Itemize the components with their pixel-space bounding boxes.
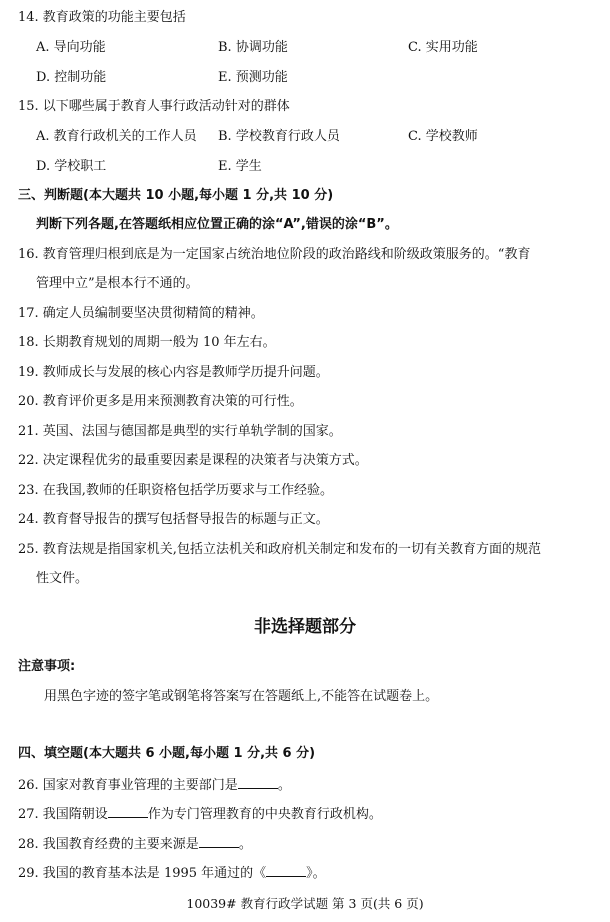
q14-option-d: D. 控制功能 <box>36 70 107 85</box>
q22: 22. 决定课程优劣的最重要因素是课程的决策者与决策方式。 <box>18 453 368 468</box>
q14-stem: 14. 教育政策的功能主要包括 <box>18 10 186 25</box>
q28-text-after: 。 <box>238 837 252 852</box>
q14-option-b: B. 协调功能 <box>218 40 288 55</box>
q29-text-after: 》。 <box>306 866 326 881</box>
part2-title: 非选择题部分 <box>254 617 356 637</box>
q26-text-after: 。 <box>277 778 291 793</box>
q14-option-a: A. 导向功能 <box>36 40 106 55</box>
q16-line2: 管理中立”是根本行不通的。 <box>36 276 199 291</box>
section4-heading: 四、填空题(本大题共 6 小题,每小题 1 分,共 6 分) <box>18 746 316 761</box>
q25-line2: 性文件。 <box>36 571 89 586</box>
q27-text-after: 作为专门管理教育的中央教育行政机构。 <box>147 807 382 822</box>
section3-heading: 三、判断题(本大题共 10 小题,每小题 1 分,共 10 分) <box>18 188 334 203</box>
page-footer: 10039# 教育行政学试题 第 3 页(共 6 页) <box>186 896 424 911</box>
q15-option-b: B. 学校教育行政人员 <box>218 129 340 144</box>
q15-stem: 15. 以下哪些属于教育人事行政活动针对的群体 <box>18 99 290 114</box>
q28-text-before: 28. 我国教育经费的主要来源是 <box>18 837 199 852</box>
q15-option-e: E. 学生 <box>218 159 262 174</box>
q27 <box>18 805 382 823</box>
q19: 19. 教师成长与发展的核心内容是教师学历提升问题。 <box>18 365 329 380</box>
q15-option-d: D. 学校职工 <box>36 159 107 174</box>
q17: 17. 确定人员编制要坚决贯彻精简的精神。 <box>18 306 264 321</box>
q26-answer-blank <box>238 776 278 789</box>
notice-text: 用黑色字迹的签字笔或钢笔将答案写在答题纸上,不能答在试题卷上。 <box>44 689 439 704</box>
q16-line1: 16. 教育管理归根到底是为一定国家占统治地位阶段的政治路线和阶级政策服务的。“教育 <box>18 247 531 262</box>
q20: 20. 教育评价更多是用来预测教育决策的可行性。 <box>18 394 303 409</box>
q28 <box>18 835 252 853</box>
q29-text-before: 29. 我国的教育基本法是 1995 年通过的《 <box>18 866 267 881</box>
q21: 21. 英国、法国与德国都是典型的实行单轨学制的国家。 <box>18 424 342 439</box>
q15-option-a: A. 教育行政机关的工作人员 <box>36 129 197 144</box>
q14-option-e: E. 预测功能 <box>218 70 288 85</box>
q26 <box>18 776 291 794</box>
q18: 18. 长期教育规划的周期一般为 10 年左右。 <box>18 335 276 350</box>
q28-answer-blank <box>199 835 239 848</box>
section3-instruction: 判断下列各题,在答题纸相应位置正确的涂“A”,错误的涂“B”。 <box>36 217 398 232</box>
notice-heading: 注意事项: <box>18 659 76 674</box>
q29 <box>18 864 326 882</box>
q25-line1: 25. 教育法规是指国家机关,包括立法机关和政府机关制定和发布的一切有关教育方面的规范 <box>18 542 541 557</box>
q27-answer-blank <box>108 805 148 818</box>
q14-option-c: C. 实用功能 <box>408 40 478 55</box>
q27-text-before: 27. 我国隋朝设 <box>18 807 108 822</box>
q23: 23. 在我国,教师的任职资格包括学历要求与工作经验。 <box>18 483 333 498</box>
q29-answer-blank <box>266 864 306 877</box>
q26-text-before: 26. 国家对教育事业管理的主要部门是 <box>18 778 238 793</box>
q15-option-c: C. 学校教师 <box>408 129 478 144</box>
q24: 24. 教育督导报告的撰写包括督导报告的标题与正文。 <box>18 512 329 527</box>
